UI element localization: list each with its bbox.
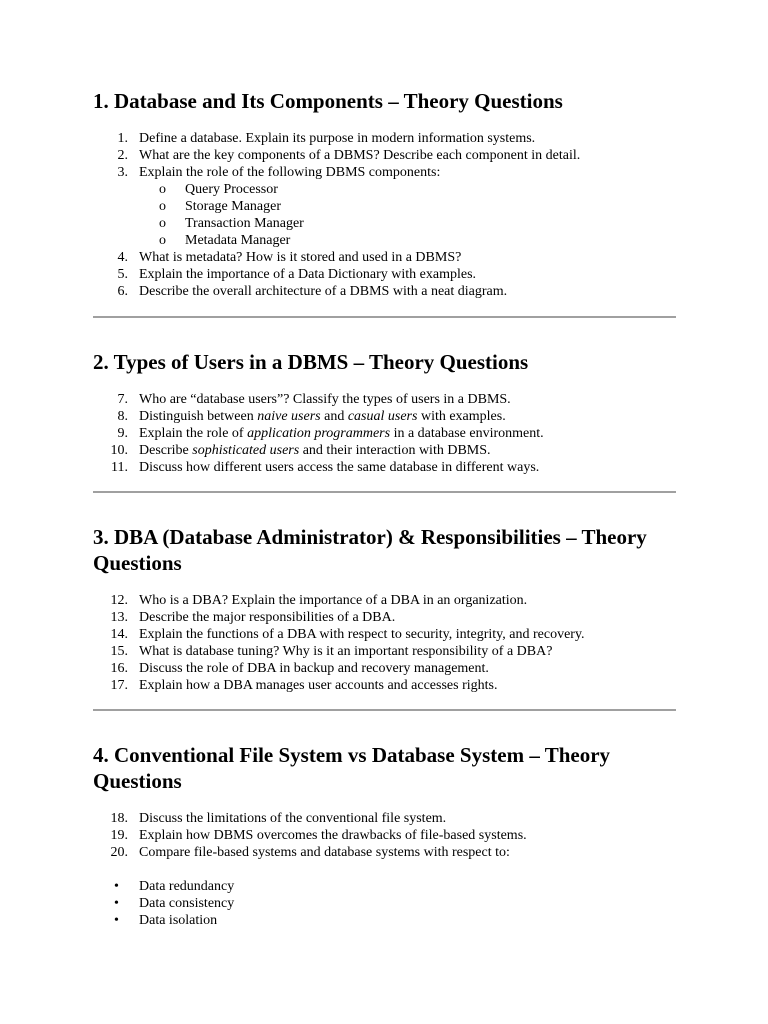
item-number: 20. [110, 845, 128, 860]
section-3-question-list [93, 592, 676, 694]
item-text: Describe the overall architecture of a DBMS with a neat diagram. [139, 284, 508, 299]
item-text: Define a database. Explain its purpose in modern information systems. [139, 131, 536, 146]
list-item [93, 827, 676, 844]
section-2 [93, 349, 676, 476]
item-text: Explain the functions of a DBA with respect to security, integrity, and recovery. [139, 627, 585, 642]
item-emphasis: casual users [347, 409, 418, 424]
list-item [93, 249, 676, 266]
item-text: with examples. [417, 409, 506, 424]
bullet-text: Data redundancy [139, 879, 235, 894]
bullet-item [93, 878, 676, 895]
list-item [93, 844, 676, 861]
sub-list-item [93, 181, 676, 198]
item-number: 4. [117, 250, 128, 265]
sub-item-marker: o [159, 233, 166, 248]
section-4-bullet-list [93, 878, 676, 929]
section-4 [93, 742, 676, 929]
item-number: 6. [117, 284, 128, 299]
item-number: 12. [110, 593, 128, 608]
list-item [93, 677, 676, 694]
bullet-text: Data isolation [139, 913, 218, 928]
item-number: 9. [117, 426, 128, 441]
list-item [93, 391, 676, 408]
item-text: Who is a DBA? Explain the importance of a DBA in an organization. [139, 593, 528, 608]
section-1 [93, 88, 676, 300]
sub-list-item [93, 215, 676, 232]
item-emphasis: application programmers [247, 426, 391, 441]
section-2-question-list [93, 391, 676, 476]
bullet-icon: • [114, 896, 119, 911]
sub-item-marker: o [159, 182, 166, 197]
list-item [93, 643, 676, 660]
section-1-question-list [93, 130, 676, 300]
item-number: 8. [117, 409, 128, 424]
section-4-heading: 4. Conventional File System vs Database System – Theory Questions [93, 743, 611, 793]
item-text: What is metadata? How is it stored and used in a DBMS? [139, 250, 462, 265]
horizontal-divider [93, 316, 676, 318]
item-number: 19. [110, 828, 128, 843]
list-item [93, 592, 676, 609]
item-text: Compare file-based systems and database systems with respect to: [139, 845, 510, 860]
item-number: 18. [110, 811, 128, 826]
list-item [93, 609, 676, 626]
section-1-heading: 1. Database and Its Components – Theory Questions [93, 89, 563, 113]
item-text: Describe [139, 443, 193, 458]
item-text: Explain the role of [139, 426, 248, 441]
list-item [93, 283, 676, 300]
item-text: Discuss the role of DBA in backup and recovery management. [139, 661, 489, 676]
item-text: Transaction Manager [185, 216, 304, 231]
item-number: 17. [110, 678, 128, 693]
item-text: Discuss how different users access the same database in different ways. [139, 460, 540, 475]
item-text: Explain the importance of a Data Dictionary with examples. [139, 267, 477, 282]
list-item [93, 459, 676, 476]
list-item [93, 425, 676, 442]
item-text: and [320, 409, 348, 424]
item-text: Discuss the limitations of the conventional file system. [139, 811, 447, 826]
list-item [93, 660, 676, 677]
item-emphasis: sophisticated users [192, 443, 300, 458]
sub-list-item [93, 198, 676, 215]
sub-list-item [93, 232, 676, 249]
list-item [93, 266, 676, 283]
sub-item-marker: o [159, 216, 166, 231]
item-text: Explain how a DBA manages user accounts and accesses rights. [139, 678, 498, 693]
section-4-question-list [93, 810, 676, 861]
horizontal-divider [93, 709, 676, 711]
item-number: 2. [117, 148, 128, 163]
item-text: Explain the role of the following DBMS components: [139, 165, 441, 180]
item-number: 11. [111, 460, 128, 475]
item-text: What are the key components of a DBMS? Describe each component in detail. [139, 148, 581, 163]
item-text: Distinguish between [139, 409, 258, 424]
item-number: 1. [117, 131, 128, 146]
item-text: Describe the major responsibilities of a DBA. [139, 610, 396, 625]
list-item [93, 442, 676, 459]
section-2-heading: 2. Types of Users in a DBMS – Theory Questions [93, 350, 529, 374]
item-number: 13. [110, 610, 128, 625]
bullet-icon: • [114, 879, 119, 894]
item-number: 10. [110, 443, 128, 458]
item-number: 15. [110, 644, 128, 659]
item-text: Query Processor [185, 182, 278, 197]
bullet-item [93, 912, 676, 929]
item-text: Explain how DBMS overcomes the drawbacks of file-based systems. [139, 828, 527, 843]
item-emphasis: naive users [257, 409, 321, 424]
item-number: 7. [117, 392, 128, 407]
sub-item-marker: o [159, 199, 166, 214]
item-number: 5. [117, 267, 128, 282]
item-text: and their interaction with DBMS. [299, 443, 491, 458]
item-text: Metadata Manager [185, 233, 291, 248]
list-item [93, 164, 676, 181]
item-number: 16. [110, 661, 128, 676]
item-number: 14. [110, 627, 128, 642]
horizontal-divider [93, 491, 676, 493]
section-3-heading: 3. DBA (Database Administrator) & Responsibilities – Theory Questions [93, 525, 647, 575]
bullet-icon: • [114, 913, 119, 928]
item-text: Storage Manager [185, 199, 282, 214]
section-3 [93, 524, 676, 694]
list-item [93, 130, 676, 147]
list-item [93, 147, 676, 164]
item-number: 3. [117, 165, 128, 180]
item-text: What is database tuning? Why is it an important responsibility of a DBA? [139, 644, 553, 659]
item-text: in a database environment. [390, 426, 544, 441]
bullet-text: Data consistency [139, 896, 235, 911]
item-text: Who are “database users”? Classify the types of users in a DBMS. [139, 392, 511, 407]
list-item [93, 626, 676, 643]
bullet-item [93, 895, 676, 912]
list-item [93, 810, 676, 827]
list-item [93, 408, 676, 425]
